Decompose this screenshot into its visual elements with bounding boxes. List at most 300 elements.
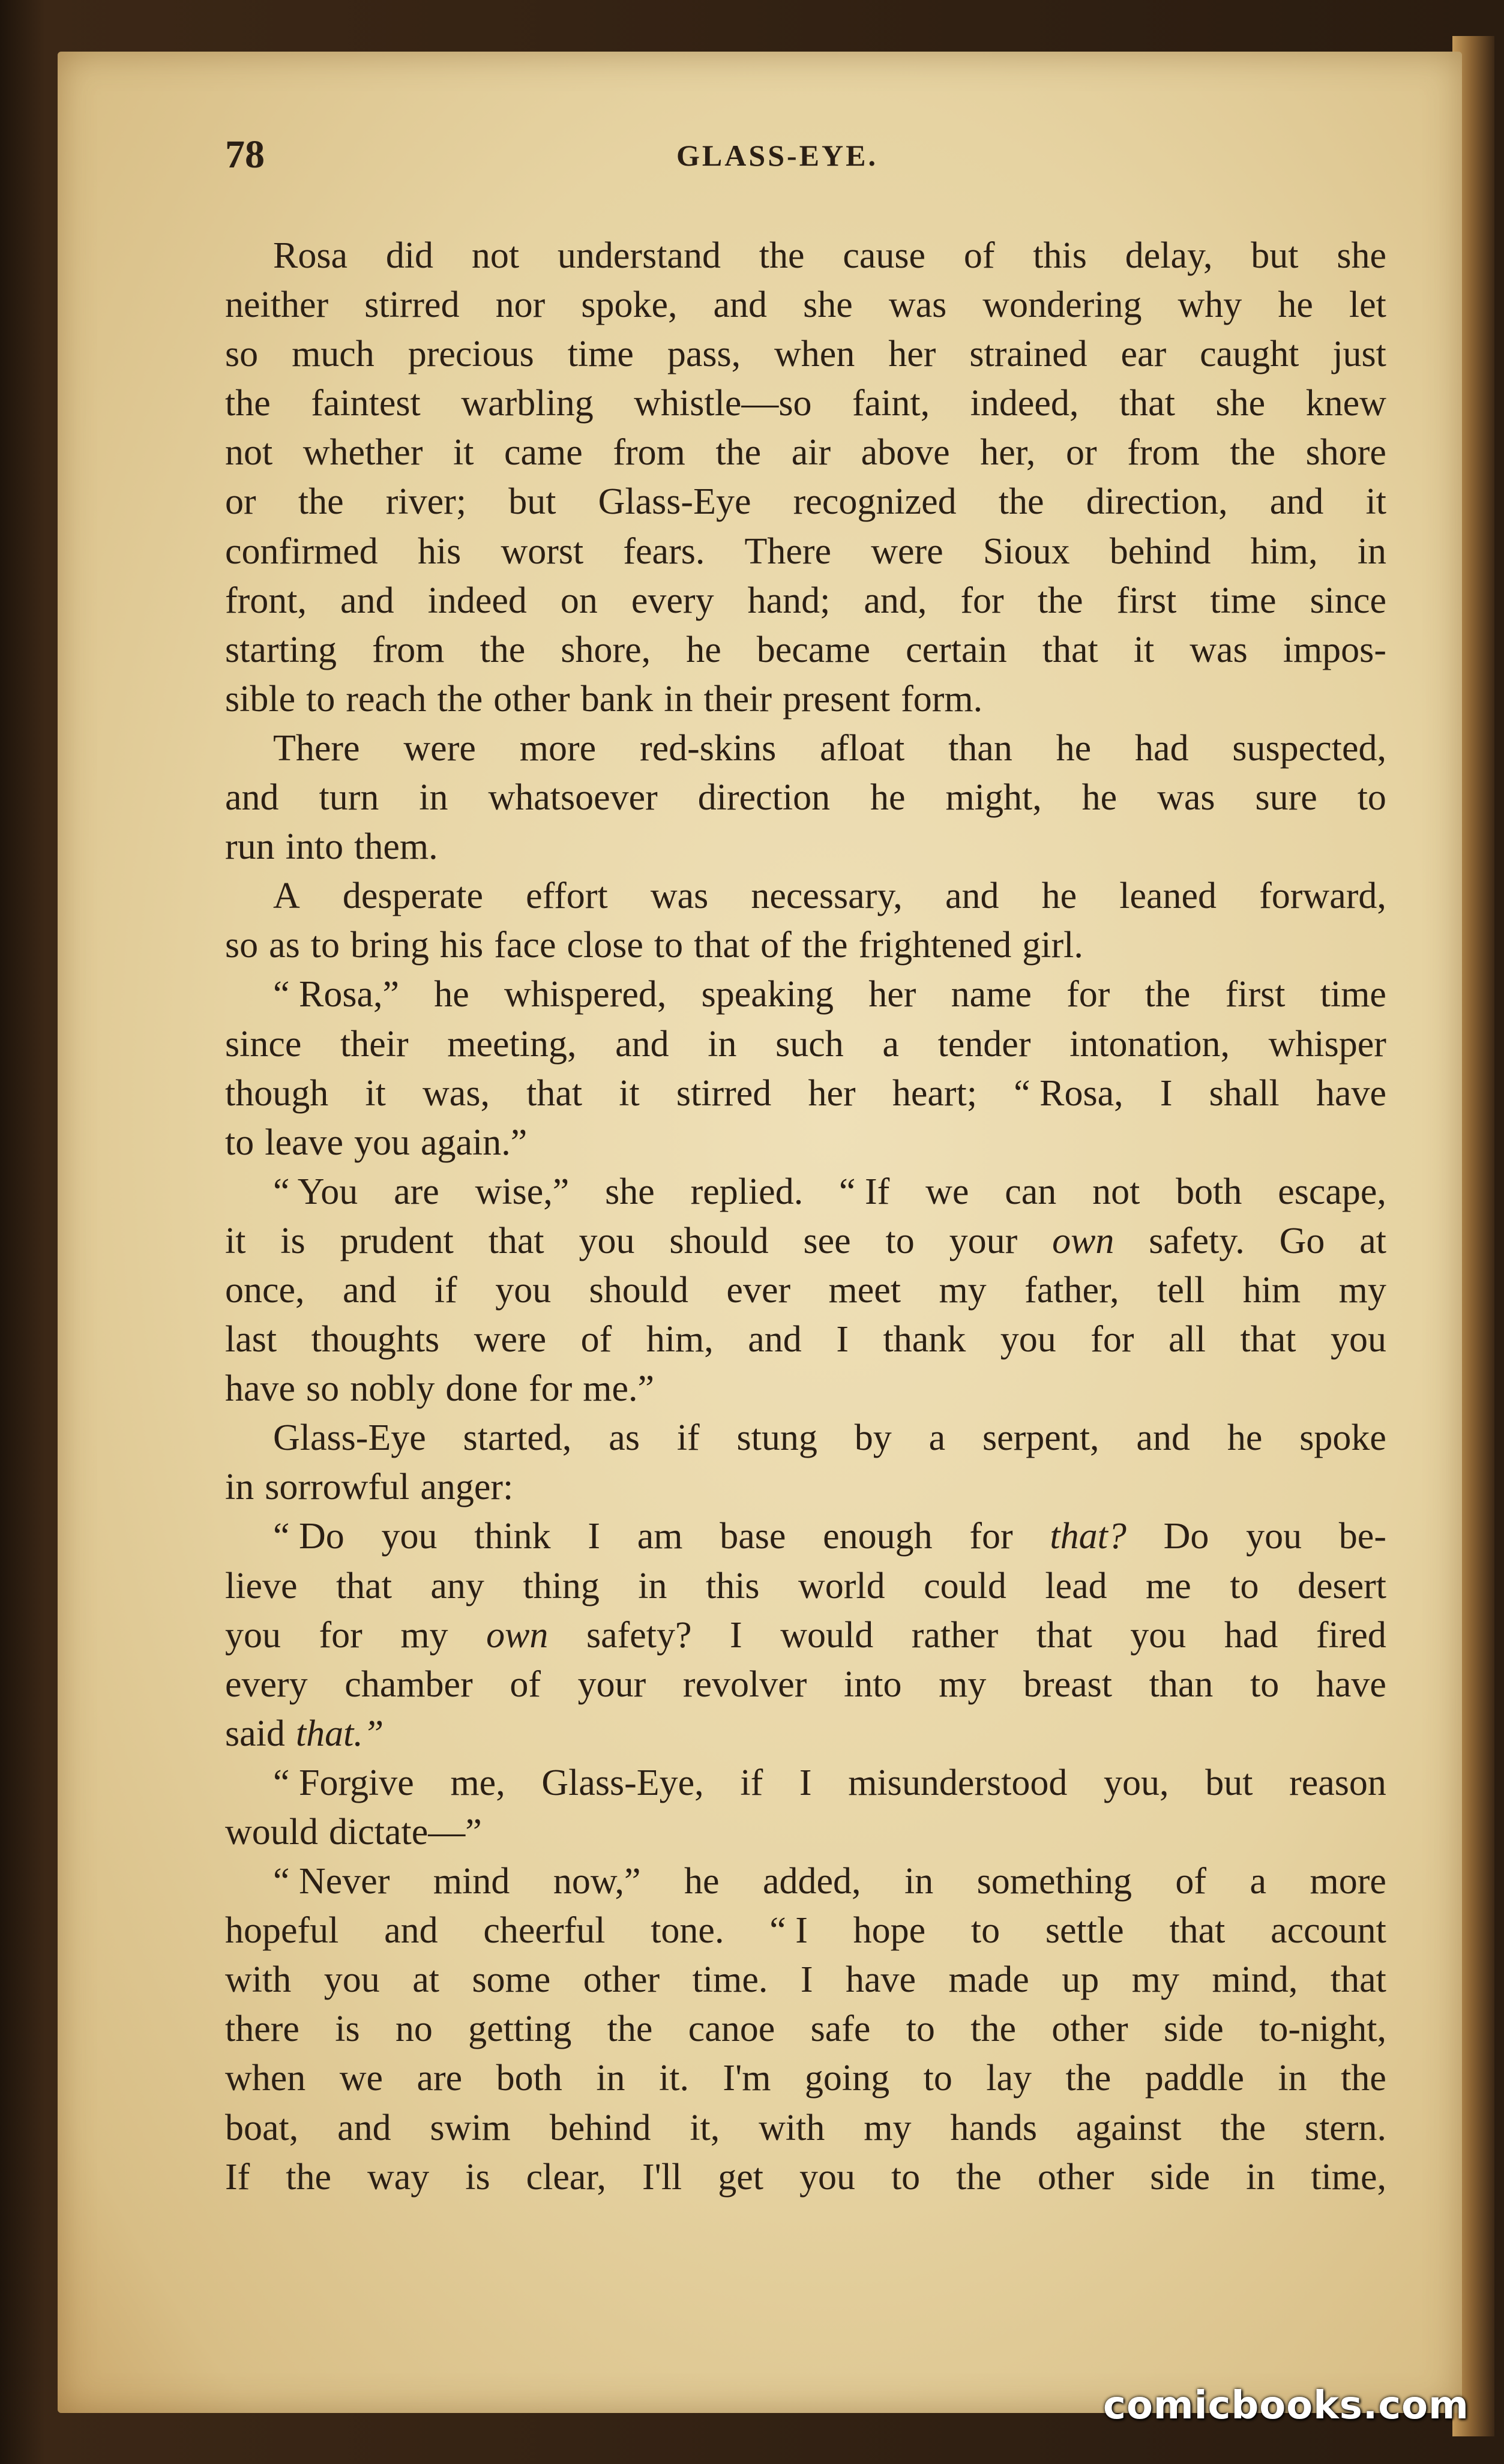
word: should [589, 1269, 688, 1311]
word: my [939, 1663, 987, 1705]
word: and, [864, 580, 927, 621]
word: father, [1024, 1269, 1119, 1311]
word: time, [1311, 2156, 1386, 2198]
word: “ Forgive [273, 1762, 414, 1803]
word: to [310, 925, 340, 966]
word: “ You [273, 1171, 358, 1212]
word: him [1242, 1269, 1301, 1311]
word: a [882, 1023, 899, 1065]
word: you [579, 1220, 635, 1261]
word: heart; [892, 1072, 977, 1114]
word: safe [810, 2009, 871, 2050]
word: am [637, 1516, 683, 1557]
text-line [225, 1216, 1386, 1266]
word: Go [1279, 1220, 1325, 1261]
running-title: GLASS-EYE. [676, 139, 878, 172]
word: when [774, 334, 855, 375]
word: face [494, 925, 556, 966]
text-line [225, 625, 1386, 675]
word: in [1246, 2156, 1275, 2198]
word: to [891, 2156, 921, 2198]
word: starting [225, 629, 337, 670]
word: he [686, 629, 721, 670]
word: “ Do [273, 1516, 344, 1557]
page-header [168, 132, 1386, 186]
word: my [864, 2107, 912, 2148]
word: his [417, 530, 462, 572]
word: rather [911, 1614, 999, 1656]
word: would [225, 1812, 318, 1853]
word: that [1240, 1319, 1296, 1360]
word: was [888, 284, 947, 326]
word: way [367, 2156, 430, 2198]
word: every [225, 1663, 308, 1705]
word: were [403, 727, 476, 769]
word: is [280, 1220, 305, 1261]
word: a [1250, 1861, 1267, 1902]
word: him, [1250, 530, 1318, 572]
word: are [417, 2058, 463, 2099]
word: whether [302, 432, 423, 473]
word: you [354, 1122, 411, 1163]
text-line [225, 1906, 1386, 1955]
word: since [225, 1023, 302, 1065]
word: from [1127, 432, 1200, 473]
word: my [1338, 1269, 1386, 1311]
word: that [488, 1220, 544, 1261]
word: you [495, 1269, 552, 1311]
text-line [225, 1857, 1386, 1906]
word: made [948, 1959, 1029, 2001]
word: her [868, 974, 916, 1015]
word: as [269, 925, 300, 966]
word: “ Rosa, [1014, 1072, 1123, 1114]
word: are [394, 1171, 439, 1212]
word: in [419, 777, 448, 819]
word: whisper [1268, 1023, 1386, 1065]
word: hand; [747, 580, 831, 621]
word: stern. [1304, 2107, 1386, 2148]
word: for [960, 580, 1004, 621]
word: there [225, 2009, 299, 2050]
text-line [225, 231, 1386, 280]
word: added, [763, 1861, 861, 1902]
word: and [1136, 1417, 1190, 1459]
word: of [1175, 1861, 1207, 1902]
word: dictate—” [329, 1812, 482, 1853]
text-line [225, 1660, 1386, 1709]
word: it [365, 1072, 386, 1114]
word: side [1150, 2156, 1211, 2198]
word: it [1365, 481, 1386, 523]
word: other [583, 1959, 660, 2001]
word: forward, [1259, 876, 1386, 917]
word: effort [526, 876, 608, 917]
text-line [225, 1315, 1386, 1364]
word: and [713, 284, 768, 326]
word: sorrowful [265, 1467, 410, 1508]
word: leave [265, 1122, 344, 1163]
word: into [285, 826, 344, 868]
word: tell [1157, 1269, 1205, 1311]
word: desperate [342, 876, 483, 917]
word: might, [945, 777, 1042, 819]
word: became [756, 629, 871, 670]
word: above [861, 432, 950, 473]
word: be- [1338, 1516, 1386, 1557]
word: now,” [553, 1861, 641, 1902]
watermark: comicbooks.com [1103, 2384, 1469, 2428]
text-line [225, 1807, 1386, 1857]
word: is [465, 2156, 490, 2198]
word: the [759, 235, 805, 276]
word: clear, [526, 2156, 607, 2198]
word: it [225, 1220, 246, 1261]
word: other [493, 678, 570, 720]
word: when [225, 2058, 306, 2099]
word: any [430, 1565, 484, 1606]
word: air [791, 432, 831, 473]
word: this [705, 1565, 760, 1606]
word: other [1037, 2156, 1114, 2198]
word: that [1042, 629, 1098, 670]
word: cause [843, 235, 926, 276]
word: you [225, 1614, 281, 1656]
word: some [472, 1959, 551, 2001]
word: breast [1023, 1663, 1112, 1705]
word: in [1278, 2058, 1307, 2099]
word: for [1066, 974, 1110, 1015]
text-line [225, 1020, 1386, 1069]
word: that [1119, 383, 1175, 424]
word: that [694, 925, 750, 966]
word: the [298, 481, 344, 523]
word: faint, [852, 383, 930, 424]
word: reach [346, 678, 427, 720]
word: was, [423, 1072, 490, 1114]
word: than [1149, 1663, 1214, 1705]
word: came [504, 432, 583, 473]
word: we [925, 1171, 969, 1212]
word: meet [828, 1269, 901, 1311]
word: if [740, 1762, 763, 1803]
word: he [1227, 1417, 1263, 1459]
word: the [1065, 2058, 1111, 2099]
word: direction, [1086, 481, 1228, 523]
word: and [340, 580, 394, 621]
word: were [474, 1319, 547, 1360]
word: in [638, 1565, 667, 1606]
word: sible [225, 678, 296, 720]
word: his [439, 925, 484, 966]
word: in [1357, 530, 1386, 572]
word: desert [1297, 1565, 1386, 1606]
text-line [225, 1462, 1386, 1512]
word: A [273, 876, 300, 917]
word: leaned [1119, 876, 1217, 917]
word: to-night, [1259, 2009, 1386, 2050]
word: indeed [427, 580, 527, 621]
word: If [225, 2156, 250, 2198]
word: that.” [295, 1713, 384, 1754]
word: the [970, 2009, 1016, 2050]
text-line [225, 921, 1386, 970]
word: lieve [225, 1565, 298, 1606]
word: can [1005, 1171, 1057, 1212]
word: you [1130, 1614, 1187, 1656]
word: getting [468, 2009, 572, 2050]
word: he [1056, 727, 1092, 769]
word: sure [1255, 777, 1317, 819]
word: reason [1289, 1762, 1386, 1803]
word: replied. [690, 1171, 804, 1212]
word: you [1330, 1319, 1386, 1360]
text-line [225, 1512, 1386, 1561]
word: them. [354, 826, 438, 868]
word: close [567, 925, 643, 966]
word: such [775, 1023, 844, 1065]
text-line [225, 773, 1386, 822]
word: he [434, 974, 469, 1015]
word: Rosa [273, 235, 347, 276]
word: was [1190, 629, 1248, 670]
word: time [1320, 974, 1386, 1015]
word: of [760, 925, 792, 966]
word: not [1092, 1171, 1140, 1212]
word: Glass-Eye [598, 481, 751, 523]
word: girl. [1022, 925, 1083, 966]
word: than [948, 727, 1012, 769]
word: There [744, 530, 832, 572]
word: other [1051, 2009, 1128, 2050]
text-line [225, 329, 1386, 379]
word: chamber [344, 1663, 473, 1705]
text-line [225, 1069, 1386, 1118]
word: not [225, 432, 273, 473]
word: he [1278, 284, 1313, 326]
word: name [951, 974, 1032, 1015]
word: or [225, 481, 256, 523]
word: Do [1163, 1516, 1209, 1557]
word: to [885, 1220, 915, 1261]
word: you [323, 1959, 380, 2001]
word: knew [1305, 383, 1386, 424]
word: of [510, 1663, 541, 1705]
word: for [319, 1614, 362, 1656]
word: tender [937, 1023, 1031, 1065]
word: this [1033, 235, 1087, 276]
word: misunderstood [848, 1762, 1068, 1803]
word: hands [950, 2107, 1037, 2148]
word: that [1036, 1614, 1092, 1656]
word: their [340, 1023, 409, 1065]
text-line [225, 477, 1386, 526]
text-line [225, 428, 1386, 477]
word: of [580, 1319, 612, 1360]
word: but [508, 481, 556, 523]
word: the [802, 925, 848, 966]
word: last [225, 1319, 277, 1360]
word: red-skins [639, 727, 777, 769]
word: were [871, 530, 943, 572]
word: side [1163, 2009, 1224, 2050]
word: safety? [586, 1614, 692, 1656]
word: so [225, 334, 259, 375]
word: every [631, 580, 714, 621]
word: get [718, 2156, 763, 2198]
word: the [1341, 2058, 1386, 2099]
word: from [372, 629, 445, 670]
word: was [1157, 777, 1215, 819]
word: neither [225, 284, 329, 326]
word: ever [726, 1269, 791, 1311]
text-line [225, 576, 1386, 625]
word: I [730, 1614, 742, 1656]
word: the [607, 2009, 653, 2050]
word: a [928, 1417, 946, 1459]
text-line [225, 1364, 1386, 1413]
word: hope [853, 1910, 926, 1952]
word: at [412, 1959, 439, 2001]
word: have [225, 1368, 296, 1410]
word: I [836, 1319, 849, 1360]
word: why [1178, 284, 1242, 326]
word: revolver [682, 1663, 807, 1705]
word: base [720, 1516, 786, 1557]
word: speaking [701, 974, 834, 1015]
word: “ Never [273, 1861, 390, 1902]
word: in [225, 1467, 254, 1508]
word: see [803, 1220, 851, 1261]
word: that [335, 1565, 392, 1606]
word: all [1169, 1319, 1206, 1360]
word: Glass-Eye, [541, 1762, 704, 1803]
word: direction [697, 777, 831, 819]
word: whistle—so [634, 383, 812, 424]
word: prudent [340, 1220, 454, 1261]
word: you [1000, 1319, 1056, 1360]
word: your [949, 1220, 1018, 1261]
word: but [1251, 235, 1299, 276]
word: she [1215, 383, 1266, 424]
word: wondering [982, 284, 1142, 326]
word: something [976, 1861, 1132, 1902]
word: it [619, 1072, 640, 1114]
word: in [904, 1861, 934, 1902]
text-line [225, 1118, 1386, 1167]
word: she [803, 284, 853, 326]
word: it [1133, 629, 1155, 670]
word: and [342, 1269, 397, 1311]
text-line [225, 1561, 1386, 1611]
word: with [225, 1959, 292, 2001]
word: since [1310, 580, 1386, 621]
word: to [1230, 1565, 1259, 1606]
word: hopeful [225, 1910, 339, 1952]
word: stirred [364, 284, 460, 326]
word: wise,” [475, 1171, 570, 1212]
text-line [225, 1167, 1386, 1216]
word: shall [1209, 1072, 1280, 1114]
word: anger: [420, 1467, 514, 1508]
word: the [480, 629, 526, 670]
word: you [799, 2156, 855, 2198]
word: whatsoever [488, 777, 658, 819]
word: frightened [858, 925, 1012, 966]
word: certain [906, 629, 1007, 670]
word: behind [1109, 530, 1211, 572]
word: did [385, 235, 434, 276]
word: had [1135, 727, 1189, 769]
word: she [605, 1171, 655, 1212]
word: me [1146, 1565, 1191, 1606]
word: account [1271, 1910, 1386, 1952]
text-line [225, 1709, 1386, 1758]
word: cheerful [483, 1910, 606, 1952]
word: her, [980, 432, 1036, 473]
word: no [395, 2009, 433, 2050]
word: the [225, 383, 271, 424]
word: at [1359, 1220, 1386, 1261]
word: but [1205, 1762, 1253, 1803]
word: would [780, 1614, 874, 1656]
word: once, [225, 1269, 305, 1311]
word: you, [1104, 1762, 1169, 1803]
word: whispered, [504, 974, 667, 1015]
word: she [1337, 235, 1386, 276]
word: had [1224, 1614, 1278, 1656]
word: worst [501, 530, 584, 572]
text-line [225, 2153, 1386, 2202]
word: against [1075, 2107, 1182, 2148]
word: that [1169, 1910, 1226, 1952]
word: we [339, 2058, 384, 2099]
word: he [870, 777, 906, 819]
word: faintest [311, 383, 421, 424]
word: world [798, 1565, 885, 1606]
word: the [1220, 2107, 1266, 2148]
word: swim [430, 2107, 511, 2148]
word: There [273, 727, 360, 769]
word: understand [557, 235, 721, 276]
word: as [609, 1417, 640, 1459]
text-line [225, 2103, 1386, 2153]
word: that [1330, 1959, 1386, 2001]
word: he [1041, 876, 1077, 917]
word: thing [523, 1565, 600, 1606]
word: just [1332, 334, 1386, 375]
word: thoughts [311, 1319, 440, 1360]
text-line [225, 1413, 1386, 1462]
word: to [923, 2058, 952, 2099]
word: fears. [623, 530, 705, 572]
word: he [1081, 777, 1117, 819]
word: of [963, 235, 995, 276]
word: intonation, [1069, 1023, 1230, 1065]
word: to [1250, 1663, 1280, 1705]
word: my [1131, 1959, 1179, 2001]
word: if [676, 1417, 700, 1459]
word: safety. [1149, 1220, 1245, 1261]
word: could [924, 1565, 1006, 1606]
word: and [748, 1319, 802, 1360]
word: and [1269, 481, 1324, 523]
word: in [708, 1023, 737, 1065]
text-line [225, 1611, 1386, 1660]
word: that [526, 1072, 583, 1114]
text-line [225, 1955, 1386, 2004]
word: form. [901, 678, 983, 720]
